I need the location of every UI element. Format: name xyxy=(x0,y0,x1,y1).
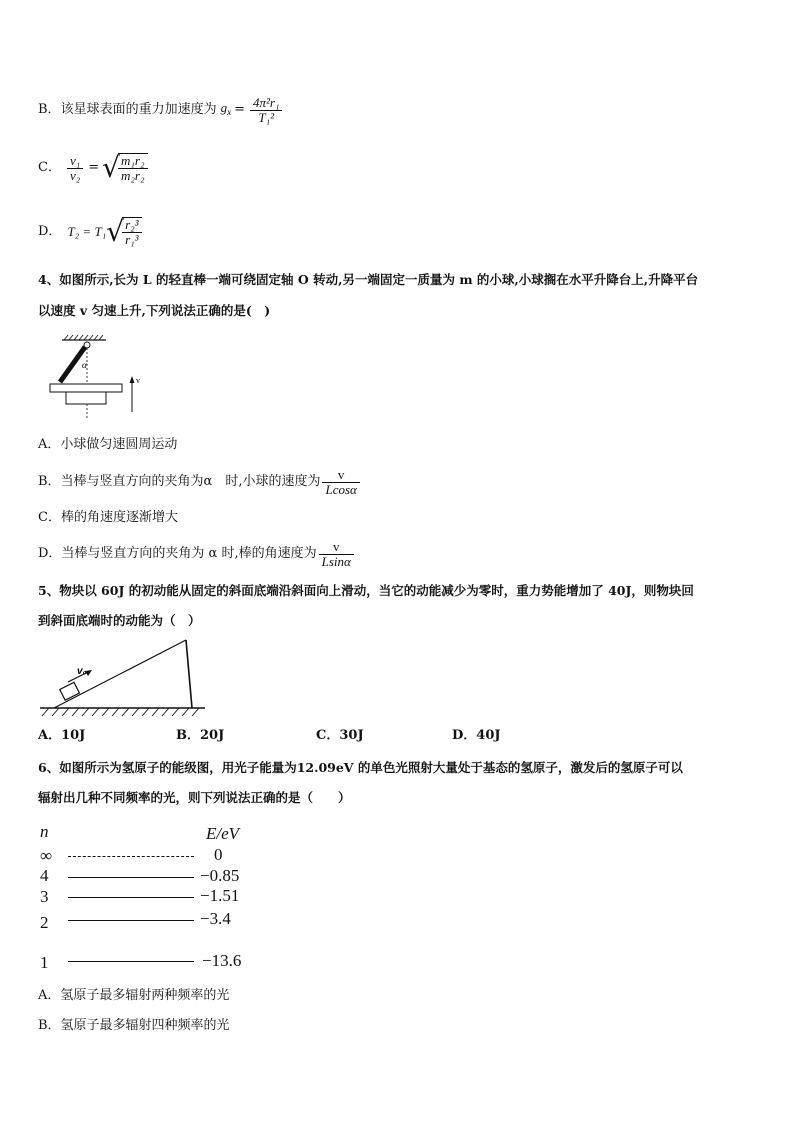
q4-stem-line1: 4、如图所示,长为 L 的轻直棒一端可绕固定轴 O 转动,另一端固定一质量为 m 的小球,小球搁在水平升降台上,升降平台 xyxy=(38,272,699,287)
q6-energy-level-diagram xyxy=(36,822,266,972)
q6-stem-line2: 辐射出几种不同频率的光，则下列说法正确的是（ ） xyxy=(38,790,351,805)
diagram-energy-header-text: E/eV xyxy=(206,824,240,843)
q4-rod-platform-figure xyxy=(44,334,164,420)
q4-option-d-denominator: Lsinα xyxy=(321,553,351,569)
q4-stem-line2: 以速度 v 匀速上升,下列说法正确的是( ) xyxy=(38,303,271,318)
q3-option-c-label: C． xyxy=(38,160,61,175)
q3-option-d-radical: √ xyxy=(106,215,125,248)
q5-option-c: C．30J xyxy=(316,728,364,743)
q3-option-d-lhs: T₂ = T₁ xyxy=(67,224,107,239)
diagram-n-header: n xyxy=(40,822,49,841)
level-e-3: −1.51 xyxy=(200,886,240,905)
q3-option-c-fraction xyxy=(67,154,83,183)
q3-option-b-label: B． xyxy=(38,102,61,117)
level-n-1: 1 xyxy=(40,953,49,972)
q3-option-b-lhs xyxy=(221,100,232,120)
q4-alpha-label: α xyxy=(82,360,87,370)
q3-gx-subscript: x xyxy=(227,107,232,117)
level-e-infinity: 0 xyxy=(214,845,223,864)
level-line-2 xyxy=(68,920,194,921)
q5-option-d: D．40J xyxy=(452,728,501,743)
q5-option-a: A．10J xyxy=(38,728,86,743)
q3-option-d-sqrt-fraction xyxy=(122,217,141,247)
q3-gx-symbol: g xyxy=(220,100,228,115)
q4-option-b-numerator: v xyxy=(322,468,359,483)
q6-option-b: B．氢原子最多辐射四种频率的光 xyxy=(38,1018,230,1033)
q4-option-d xyxy=(38,538,356,570)
q3-option-c-sqrt-fraction xyxy=(118,153,148,183)
q4-option-d-fraction xyxy=(319,540,354,569)
q4-option-b-text: B．当棒与竖直方向的夹角为α 时,小球的速度为 xyxy=(38,474,321,489)
q4-option-d-numerator: v xyxy=(319,540,354,555)
q4-option-c: C．棒的角速度逐渐增大 xyxy=(38,510,178,525)
diagram-energy-header xyxy=(206,824,239,844)
level-n-infinity: ∞ xyxy=(40,846,53,865)
q3-option-c-radical: √ xyxy=(102,151,120,184)
q3-option-d-label: D． xyxy=(38,224,62,239)
q3-option-b-numerator: 4π²r₁ xyxy=(250,96,283,111)
q3-option-d-sqrt-denominator: r₁³ xyxy=(125,232,139,247)
q5-stem-line2: 到斜面底端时的动能为（ ） xyxy=(38,613,201,628)
level-n-2: 2 xyxy=(40,913,49,932)
level-line-4 xyxy=(68,877,194,878)
level-e-4: −0.85 xyxy=(200,866,240,885)
level-e-1: −13.6 xyxy=(202,951,242,970)
q3-option-b-denominator: T₁² xyxy=(258,109,275,125)
q4-option-b-fraction xyxy=(322,468,359,497)
q5-incline-figure xyxy=(40,636,210,720)
q5-stem-line1: 5、物块以 60J 的初动能从固定的斜面底端沿斜面向上滑动，当它的动能减少为零时，重力势能增加了 40J，则物块回 xyxy=(38,583,694,598)
q3-option-c-denominator: v₂ xyxy=(69,167,81,183)
q5-option-b: B．20J xyxy=(176,728,225,743)
q3-option-c-numerator: v₁ xyxy=(67,154,83,169)
q4-v-label: v xyxy=(136,376,140,385)
level-n-3: 3 xyxy=(40,887,49,906)
q4-option-b xyxy=(38,466,362,498)
q4-option-a: A．小球做匀速圆周运动 xyxy=(38,437,178,452)
level-n-4: 4 xyxy=(40,866,49,885)
q3-option-b-fraction xyxy=(250,96,283,125)
level-line-3 xyxy=(68,897,194,898)
q3-option-c: C． $\frac{\text{v₁}}{\text{v₂}}$ = √ $\frac{\text{m₁r₂}}{\text{m₂r₂}}$ xyxy=(38,148,150,188)
level-e-2: −3.4 xyxy=(200,909,231,928)
level-line-1 xyxy=(68,961,194,962)
q3-option-c-sqrt-numerator: m₁r₂ xyxy=(118,154,148,169)
q3-option-b: B． 该星球表面的重力加速度为 $g_x$ = $\frac{\text{4π²r₁}}{\text{T₁²}}$ xyxy=(38,92,284,128)
q3-option-d xyxy=(38,210,144,254)
level-line-infinity xyxy=(68,856,194,857)
q4-option-d-text: D．当棒与竖直方向的夹角为 α 时,棒的角速度为 xyxy=(38,546,317,561)
q3-option-b-text: 该星球表面的重力加速度为 xyxy=(60,102,217,117)
q3-option-d-sqrt-numerator: r₂³ xyxy=(122,218,141,233)
q6-stem-line1: 6、如图所示为氢原子的能级图，用光子能量为12.09eV 的单色光照射大量处于基态的氢原子，激发后的氢原子可以 xyxy=(38,760,683,775)
q5-v0-label: v₀ xyxy=(77,666,87,677)
q4-option-b-denominator: Lcosα xyxy=(325,481,357,497)
q3-option-c-sqrt-denominator: m₂r₂ xyxy=(121,168,145,183)
q6-option-a: A．氢原子最多辐射两种频率的光 xyxy=(38,988,230,1003)
